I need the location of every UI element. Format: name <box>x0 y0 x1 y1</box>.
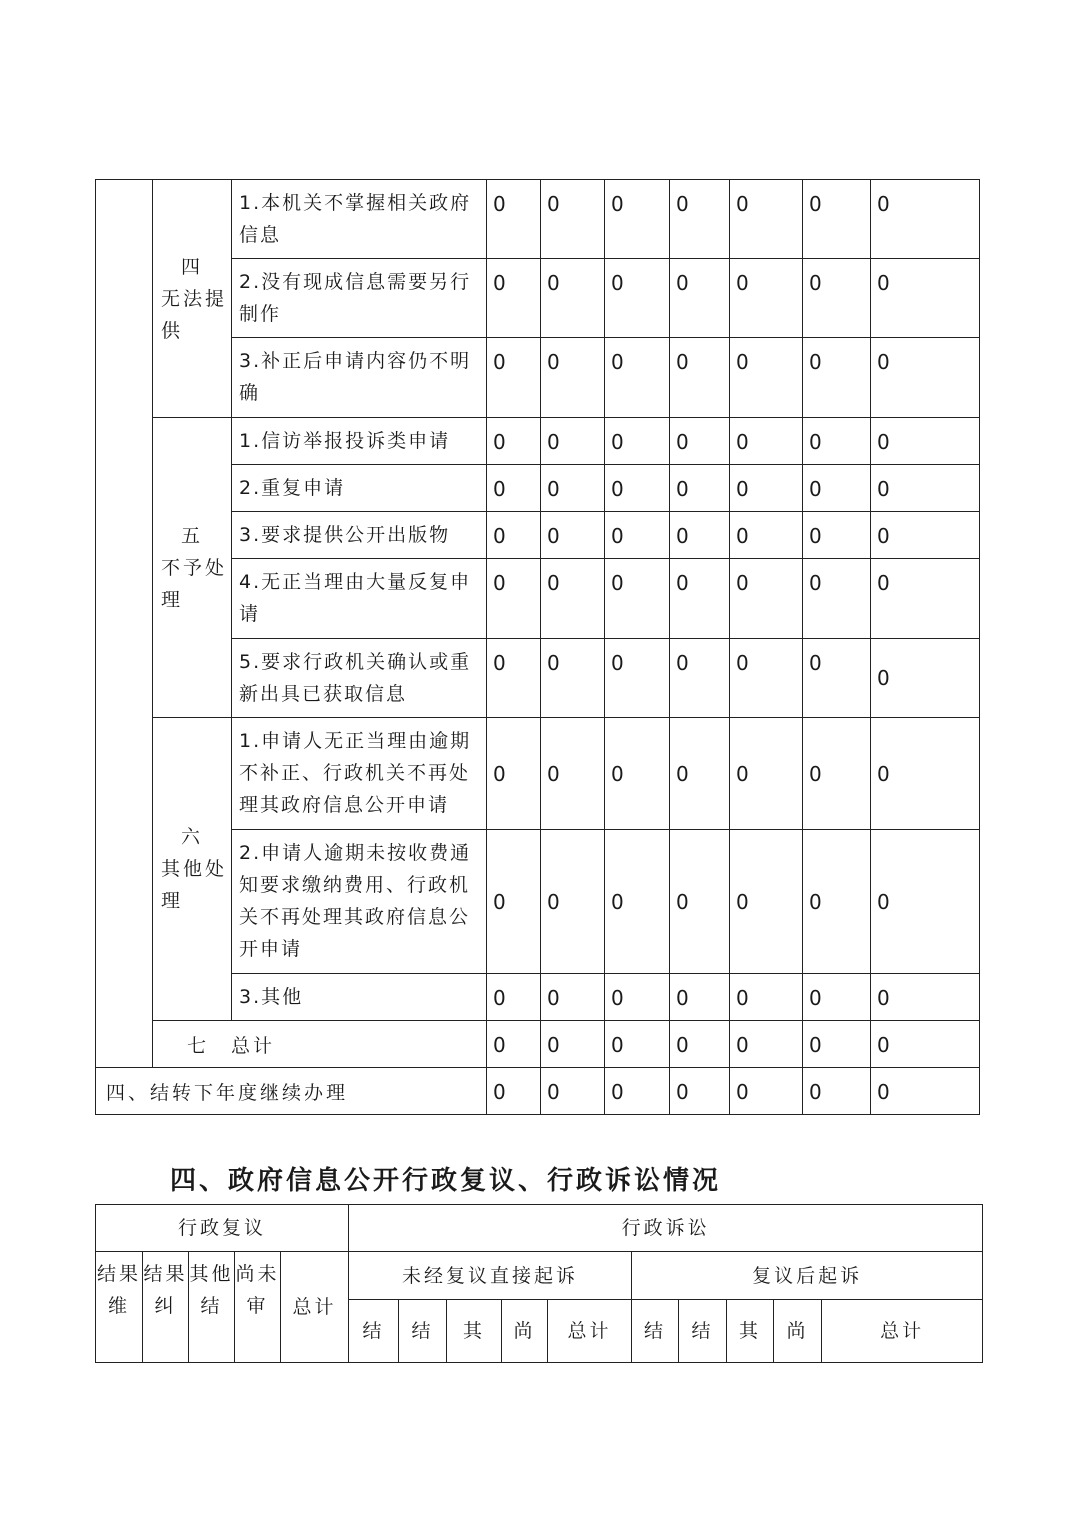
value-cell: 0 <box>605 1021 670 1068</box>
value-cell: 0 <box>730 338 803 418</box>
section-title: 四、政府信息公开行政复议、行政诉讼情况 <box>170 1166 722 1196</box>
category-name: 不予处理 <box>161 556 228 611</box>
value-cell: 0 <box>803 418 871 465</box>
value-cell: 0 <box>541 259 605 338</box>
value-cell: 0 <box>670 512 730 559</box>
table-row <box>96 180 980 259</box>
value-cell: 0 <box>541 512 605 559</box>
value-cell: 0 <box>605 974 670 1021</box>
value-cell: 0 <box>487 718 541 830</box>
value-cell: 0 <box>487 180 541 259</box>
value-cell: 0 <box>487 418 541 465</box>
value-cell: 0 <box>487 338 541 418</box>
value-cell: 0 <box>487 1021 541 1068</box>
value-cell: 0 <box>730 718 803 830</box>
value-cell: 0 <box>605 465 670 512</box>
value-cell: 0 <box>541 1021 605 1068</box>
value-cell: 0 <box>871 259 980 338</box>
value-cell: 0 <box>605 830 670 974</box>
after-col-2: 其 <box>727 1300 774 1363</box>
value-cell: 0 <box>730 639 803 718</box>
review-col-2: 其他结 <box>189 1252 235 1363</box>
value-cell: 0 <box>670 338 730 418</box>
value-cell: 0 <box>670 718 730 830</box>
processing-results-table <box>95 179 980 1115</box>
value-cell: 0 <box>803 639 871 718</box>
value-cell: 0 <box>670 830 730 974</box>
value-cell: 0 <box>605 259 670 338</box>
value-cell: 0 <box>541 718 605 830</box>
value-cell: 0 <box>871 418 980 465</box>
value-cell: 0 <box>871 1021 980 1068</box>
value-cell: 0 <box>803 1021 871 1068</box>
value-cell: 0 <box>803 974 871 1021</box>
item-label: 2.没有现成信息需要另行制作 <box>232 259 487 338</box>
value-cell: 0 <box>541 1068 605 1115</box>
after-col-1: 结 <box>679 1300 727 1363</box>
review-col-0: 结果维 <box>96 1252 143 1363</box>
value-cell: 0 <box>730 1021 803 1068</box>
value-cell: 0 <box>871 1068 980 1115</box>
value-cell: 0 <box>605 338 670 418</box>
category-number: 四 <box>180 255 203 278</box>
category-cell <box>153 418 232 718</box>
value-cell: 0 <box>670 1021 730 1068</box>
value-cell: 0 <box>871 465 980 512</box>
value-cell: 0 <box>487 465 541 512</box>
category-number: 六 <box>180 826 203 848</box>
value-cell: 0 <box>487 830 541 974</box>
value-cell: 0 <box>541 465 605 512</box>
carryover-row <box>96 1068 980 1115</box>
value-cell: 0 <box>871 338 980 418</box>
value-cell: 0 <box>670 1068 730 1115</box>
value-cell: 0 <box>670 259 730 338</box>
item-label: 2.申请人逾期未按收费通知要求缴纳费用、行政机关不再处理其政府信息公开申请 <box>232 830 487 974</box>
value-cell: 0 <box>730 512 803 559</box>
value-cell: 0 <box>803 338 871 418</box>
direct-col-3: 尚 <box>502 1300 548 1363</box>
value-cell: 0 <box>871 830 980 974</box>
carryover-label: 四、结转下年度继续办理 <box>96 1068 487 1115</box>
direct-col-total: 总计 <box>548 1300 632 1363</box>
value-cell: 0 <box>670 559 730 639</box>
value-cell: 0 <box>487 259 541 338</box>
category-cell <box>153 180 232 418</box>
value-cell: 0 <box>670 418 730 465</box>
value-cell: 0 <box>730 974 803 1021</box>
value-cell: 0 <box>670 974 730 1021</box>
value-cell: 0 <box>871 559 980 639</box>
value-cell: 0 <box>730 259 803 338</box>
table-row <box>96 718 980 830</box>
value-cell: 0 <box>541 639 605 718</box>
review-col-total: 总计 <box>281 1252 349 1363</box>
category-name: 其他处理 <box>161 858 228 912</box>
value-cell: 0 <box>541 974 605 1021</box>
value-cell: 0 <box>871 718 980 830</box>
value-cell: 0 <box>871 512 980 559</box>
value-cell: 0 <box>730 559 803 639</box>
value-cell: 0 <box>730 465 803 512</box>
item-label: 5.要求行政机关确认或重新出具已获取信息 <box>232 639 487 718</box>
value-cell: 0 <box>541 559 605 639</box>
item-label: 1.申请人无正当理由逾期不补正、行政机关不再处理其政府信息公开申请 <box>232 718 487 830</box>
after-col-total: 总计 <box>822 1300 983 1363</box>
item-label: 1.本机关不掌握相关政府信息 <box>232 180 487 259</box>
value-cell: 0 <box>803 559 871 639</box>
after-col-0: 结 <box>632 1300 679 1363</box>
item-label: 2.重复申请 <box>232 465 487 512</box>
review-col-1: 结果纠 <box>143 1252 189 1363</box>
category-cell <box>153 718 232 1021</box>
value-cell: 0 <box>605 418 670 465</box>
value-cell: 0 <box>487 974 541 1021</box>
value-cell: 0 <box>803 180 871 259</box>
value-cell: 0 <box>670 639 730 718</box>
value-cell: 0 <box>487 512 541 559</box>
total-label: 七 总计 <box>153 1021 487 1068</box>
category-name: 无法提供 <box>161 287 228 342</box>
after-col-3: 尚 <box>774 1300 822 1363</box>
value-cell: 0 <box>670 465 730 512</box>
value-cell: 0 <box>730 418 803 465</box>
item-label: 3.要求提供公开出版物 <box>232 512 487 559</box>
category-number: 五 <box>180 524 203 547</box>
blank-cell <box>96 180 153 1068</box>
value-cell: 0 <box>541 418 605 465</box>
table-row <box>96 418 980 465</box>
value-cell: 0 <box>541 338 605 418</box>
value-cell: 0 <box>803 718 871 830</box>
review-litigation-table <box>95 1204 983 1363</box>
total-row <box>96 1021 980 1068</box>
direct-col-2: 其 <box>447 1300 502 1363</box>
value-cell: 0 <box>605 180 670 259</box>
value-cell: 0 <box>871 974 980 1021</box>
value-cell: 0 <box>670 180 730 259</box>
value-cell: 0 <box>605 559 670 639</box>
value-cell: 0 <box>803 1068 871 1115</box>
item-label: 3.补正后申请内容仍不明确 <box>232 338 487 418</box>
value-cell: 0 <box>871 639 980 718</box>
value-cell: 0 <box>605 1068 670 1115</box>
direct-litigation-header: 未经复议直接起诉 <box>349 1252 632 1300</box>
item-label: 1.信访举报投诉类申请 <box>232 418 487 465</box>
after-review-litigation-header: 复议后起诉 <box>632 1252 983 1300</box>
value-cell: 0 <box>487 559 541 639</box>
value-cell: 0 <box>605 639 670 718</box>
direct-col-1: 结 <box>399 1300 447 1363</box>
value-cell: 0 <box>730 180 803 259</box>
value-cell: 0 <box>541 830 605 974</box>
value-cell: 0 <box>605 512 670 559</box>
direct-col-0: 结 <box>349 1300 399 1363</box>
review-col-3: 尚未审 <box>235 1252 281 1363</box>
litigation-header: 行政诉讼 <box>349 1205 983 1252</box>
value-cell: 0 <box>487 1068 541 1115</box>
value-cell: 0 <box>730 830 803 974</box>
value-cell: 0 <box>803 259 871 338</box>
review-header: 行政复议 <box>96 1205 349 1252</box>
item-label: 4.无正当理由大量反复申请 <box>232 559 487 639</box>
value-cell: 0 <box>803 512 871 559</box>
value-cell: 0 <box>487 639 541 718</box>
value-cell: 0 <box>803 465 871 512</box>
value-cell: 0 <box>871 180 980 259</box>
value-cell: 0 <box>541 180 605 259</box>
item-label: 3.其他 <box>232 974 487 1021</box>
value-cell: 0 <box>605 718 670 830</box>
value-cell: 0 <box>803 830 871 974</box>
value-cell: 0 <box>730 1068 803 1115</box>
